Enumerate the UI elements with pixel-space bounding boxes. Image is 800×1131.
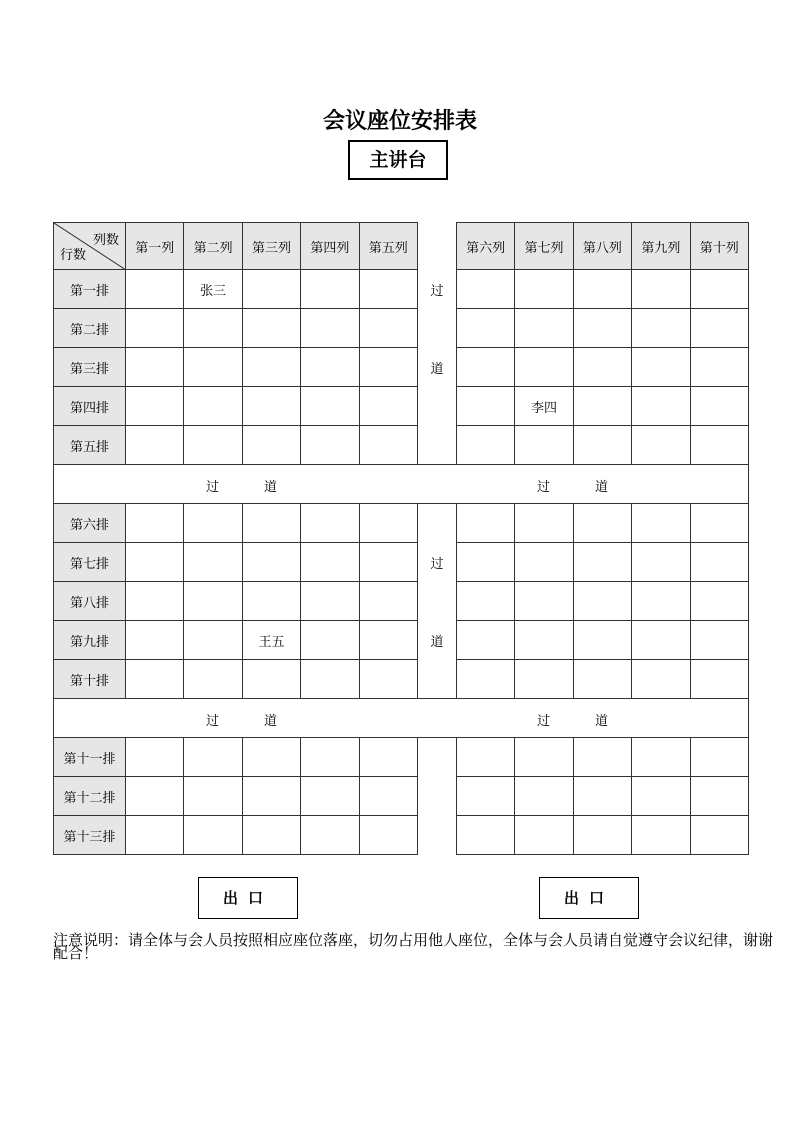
seat-cell[interactable] [690,543,748,582]
seat-cell[interactable] [359,660,417,699]
seat-cell[interactable] [690,309,748,348]
seat-cell[interactable] [184,426,242,465]
seat-cell[interactable] [242,270,300,309]
seat-cell[interactable] [242,426,300,465]
table-row [54,777,749,816]
exit-right: 出口 [539,877,639,919]
seat-cell[interactable] [359,816,417,855]
seat-cell[interactable] [690,270,748,309]
seat-cell[interactable] [515,348,573,387]
exit-left: 出口 [198,877,298,919]
table-row [54,543,749,582]
corner-cell [54,223,126,270]
seat-cell[interactable]: 张三 [184,270,242,309]
column-header: 第七列 [515,223,573,270]
vertical-aisle: 过 [417,543,456,582]
seat-cell[interactable] [515,660,573,699]
seat-cell[interactable] [184,543,242,582]
seat-cell[interactable] [301,777,359,816]
seat-cell[interactable] [359,582,417,621]
seat-cell[interactable] [301,621,359,660]
seating-table [53,222,749,855]
seat-cell[interactable] [573,738,631,777]
seat-cell[interactable] [301,738,359,777]
seat-cell[interactable] [126,270,184,309]
vertical-aisle [417,738,456,777]
seat-cell[interactable] [515,426,573,465]
seat-cell[interactable] [573,816,631,855]
horizontal-aisle [54,699,749,738]
seat-cell[interactable] [515,504,573,543]
seat-cell[interactable] [359,543,417,582]
seat-cell[interactable]: 李四 [515,387,573,426]
seat-cell[interactable] [184,738,242,777]
seat-cell[interactable] [301,543,359,582]
seat-cell[interactable] [242,543,300,582]
seat-cell[interactable] [690,504,748,543]
column-header: 第一列 [126,223,184,270]
vertical-aisle [417,777,456,816]
seat-cell[interactable] [126,582,184,621]
seat-cell[interactable] [242,309,300,348]
row-header: 第六排 [54,504,126,543]
seat-cell[interactable] [515,309,573,348]
seat-cell[interactable] [690,348,748,387]
seat-cell[interactable] [456,543,514,582]
aisle-label: 过 [537,714,551,729]
column-header: 第五列 [359,223,417,270]
table-row [54,816,749,855]
seat-cell[interactable] [242,387,300,426]
seat-cell[interactable] [184,621,242,660]
corner-col-label: 列数 [92,233,119,248]
seat-cell[interactable] [242,582,300,621]
seat-cell[interactable] [456,777,514,816]
row-header: 第十一排 [54,738,126,777]
notice-text: 注意说明：请全体与会人员按照相应座位落座，切勿占用他人座位，全体与会人员请自觉遵守会议纪律，谢谢配合！ [53,931,774,962]
seat-cell[interactable] [456,309,514,348]
column-header: 第十列 [690,223,748,270]
seat-cell[interactable] [456,348,514,387]
aisle-label: 过 [206,480,220,495]
seat-cell[interactable] [632,660,690,699]
vertical-aisle [417,387,456,426]
seat-cell[interactable] [515,270,573,309]
aisle-row [54,465,749,504]
seat-cell[interactable] [456,621,514,660]
column-header: 第八列 [573,223,631,270]
table-row [54,426,749,465]
vertical-aisle: 过 [417,270,456,309]
seat-cell[interactable] [359,777,417,816]
seat-cell[interactable] [632,621,690,660]
table-row [54,621,749,660]
aisle-label: 过 [206,714,220,729]
seat-cell[interactable] [690,816,748,855]
column-header: 第九列 [632,223,690,270]
seat-cell[interactable] [301,309,359,348]
table-row [54,504,749,543]
seat-cell[interactable] [184,387,242,426]
vertical-aisle [417,816,456,855]
aisle-label: 道 [264,714,278,729]
seat-cell[interactable] [456,426,514,465]
corner-row-label: 行数 [60,248,87,263]
seat-cell[interactable]: 王五 [242,621,300,660]
page-title: 会议座位安排表 [322,109,477,134]
row-header: 第十排 [54,660,126,699]
podium-box: 主讲台 [348,140,448,180]
seat-cell[interactable] [242,816,300,855]
seat-cell[interactable] [573,309,631,348]
seat-cell[interactable] [515,777,573,816]
seat-cell[interactable] [632,387,690,426]
table-row [54,309,749,348]
header-row [54,223,749,270]
seat-cell[interactable] [573,543,631,582]
seat-cell[interactable] [456,660,514,699]
row-header: 第二排 [54,309,126,348]
seat-cell[interactable] [126,777,184,816]
table-row [54,348,749,387]
seat-cell[interactable] [690,660,748,699]
row-header: 第五排 [54,426,126,465]
seat-cell[interactable] [456,582,514,621]
table-row [54,270,749,309]
seat-cell[interactable] [184,348,242,387]
seat-cell[interactable] [632,582,690,621]
seat-cell[interactable] [126,387,184,426]
seat-cell[interactable] [456,270,514,309]
seat-cell[interactable] [359,738,417,777]
seat-cell[interactable] [301,660,359,699]
seat-cell[interactable] [573,504,631,543]
seat-cell[interactable] [573,621,631,660]
seat-cell[interactable] [301,270,359,309]
seat-cell[interactable] [126,738,184,777]
seat-cell[interactable] [126,504,184,543]
column-header: 第二列 [184,223,242,270]
seat-cell[interactable] [301,582,359,621]
seat-cell[interactable] [573,426,631,465]
seat-cell[interactable] [242,660,300,699]
seat-cell[interactable] [456,738,514,777]
seat-cell[interactable] [632,543,690,582]
seat-cell[interactable] [515,816,573,855]
table-row [54,738,749,777]
vertical-aisle: 道 [417,348,456,387]
seat-cell[interactable] [184,504,242,543]
seat-cell[interactable] [573,270,631,309]
seat-cell[interactable] [690,387,748,426]
seat-cell[interactable] [573,660,631,699]
seat-cell[interactable] [126,621,184,660]
seat-cell[interactable] [242,738,300,777]
seat-cell[interactable] [242,504,300,543]
seat-cell[interactable] [126,816,184,855]
row-header: 第四排 [54,387,126,426]
row-header: 第八排 [54,582,126,621]
seat-cell[interactable] [359,348,417,387]
seat-cell[interactable] [242,777,300,816]
seat-cell[interactable] [242,348,300,387]
row-header: 第三排 [54,348,126,387]
seat-cell[interactable] [301,426,359,465]
seat-cell[interactable] [126,309,184,348]
seat-cell[interactable] [184,816,242,855]
seat-cell[interactable] [359,504,417,543]
seat-cell[interactable] [126,348,184,387]
seat-cell[interactable] [359,270,417,309]
seat-cell[interactable] [632,426,690,465]
seat-cell[interactable] [573,348,631,387]
aisle-label: 道 [264,480,278,495]
vertical-aisle: 道 [417,621,456,660]
vertical-aisle [417,582,456,621]
aisle-label: 道 [595,714,609,729]
seat-cell[interactable] [515,582,573,621]
seat-cell[interactable] [456,387,514,426]
seat-cell[interactable] [184,582,242,621]
seat-cell[interactable] [632,738,690,777]
vertical-aisle [417,504,456,543]
seat-cell[interactable] [359,621,417,660]
table-row [54,387,749,426]
vertical-aisle [417,309,456,348]
seat-cell[interactable] [301,504,359,543]
row-header: 第一排 [54,270,126,309]
seat-cell[interactable] [690,426,748,465]
horizontal-aisle [54,465,749,504]
row-header: 第七排 [54,543,126,582]
seat-cell[interactable] [359,426,417,465]
seat-cell[interactable] [456,816,514,855]
seat-cell[interactable] [359,387,417,426]
table-row [54,660,749,699]
seat-cell[interactable] [515,738,573,777]
seat-cell[interactable] [632,816,690,855]
column-header: 第三列 [242,223,300,270]
seat-cell[interactable] [301,348,359,387]
seat-cell[interactable] [632,309,690,348]
seat-cell[interactable] [690,582,748,621]
seat-cell[interactable] [126,660,184,699]
seat-cell[interactable] [184,777,242,816]
vertical-aisle [417,426,456,465]
seat-cell[interactable] [184,660,242,699]
aisle-label: 过 [537,480,551,495]
seat-cell[interactable] [126,543,184,582]
seat-cell[interactable] [632,348,690,387]
aisle-label: 道 [595,480,609,495]
aisle-gap [417,223,456,270]
row-header: 第十三排 [54,816,126,855]
seat-cell[interactable] [301,387,359,426]
seat-cell[interactable] [690,777,748,816]
row-header: 第九排 [54,621,126,660]
vertical-aisle [417,660,456,699]
table-row [54,582,749,621]
seat-cell[interactable] [573,777,631,816]
seat-cell[interactable] [126,426,184,465]
seat-cell[interactable] [301,816,359,855]
seat-cell[interactable] [184,309,242,348]
seat-cell[interactable] [632,504,690,543]
column-header: 第六列 [456,223,514,270]
seat-cell[interactable] [359,309,417,348]
column-header: 第四列 [301,223,359,270]
seat-cell[interactable] [573,582,631,621]
aisle-row [54,699,749,738]
seat-cell[interactable] [690,621,748,660]
seat-cell[interactable] [515,543,573,582]
seat-cell[interactable] [573,387,631,426]
seat-cell[interactable] [632,270,690,309]
row-header: 第十二排 [54,777,126,816]
seat-cell[interactable] [456,504,514,543]
seat-cell[interactable] [690,738,748,777]
seat-cell[interactable] [515,621,573,660]
seat-cell[interactable] [632,777,690,816]
